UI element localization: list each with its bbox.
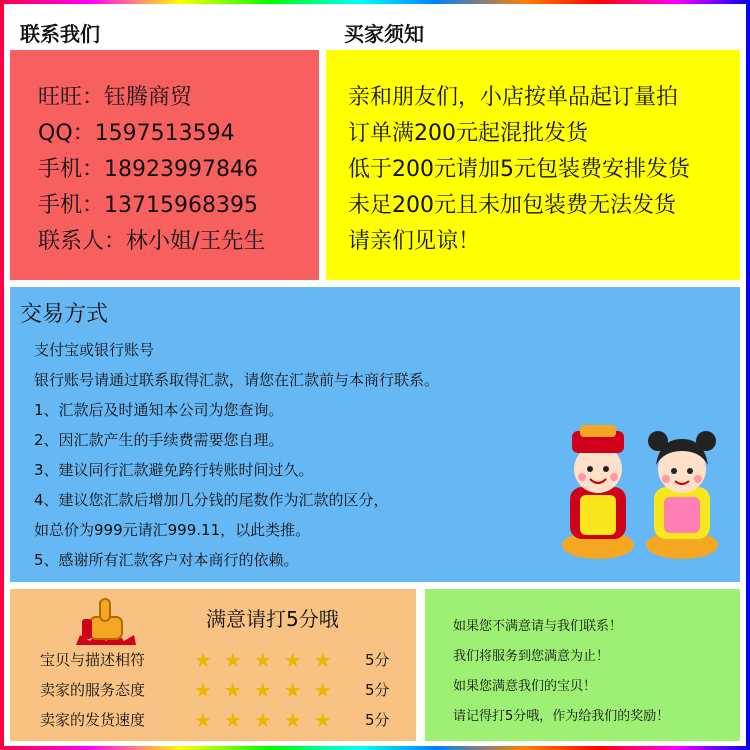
rating-title: 满意请打5分哦 [206, 607, 339, 631]
rating-row-service [40, 679, 400, 701]
notice-line-3: 低于200元请加5元包装费安排发货 [348, 157, 690, 182]
contact-phone-2: 手机：13715968395 [38, 193, 258, 218]
thumbs-up-icon [70, 595, 140, 649]
contact-wangwang: 旺旺：钰腾商贸 [38, 85, 193, 110]
rating-label: 宝贝与描述相符 [40, 651, 146, 669]
payment-line-1: 支付宝或银行账号 [34, 341, 155, 359]
contact-phone-1: 手机：18923997846 [38, 157, 258, 182]
notice-line-1: 亲和朋友们，小店按单品起订量拍 [348, 85, 679, 110]
feedback-line-3: 如果您满意我们的宝贝！ [453, 679, 597, 694]
buyer-notice-heading: 买家须知 [344, 22, 424, 46]
rating-panel [10, 589, 416, 741]
payment-panel [10, 287, 740, 582]
contact-qq: QQ：1597513594 [38, 121, 235, 146]
rating-row-description [40, 649, 400, 671]
payment-line-2: 银行账号请通过联系取得汇款，请您在汇款前与本商行联系。 [34, 371, 440, 389]
rating-row-shipping [40, 709, 400, 731]
rating-label: 卖家的发货速度 [40, 711, 146, 729]
payment-line-7: 如总价为999元请汇999.11，以此类推。 [34, 521, 311, 539]
notice-line-5: 请亲们见谅！ [348, 229, 481, 254]
notice-line-2: 订单满200元起混批发货 [348, 121, 588, 146]
contact-person: 联系人：林小姐/王先生 [38, 229, 266, 254]
payment-line-4: 2、因汇款产生的手续费需要您自理。 [34, 431, 284, 449]
rating-score: 5分 [365, 651, 390, 669]
feedback-panel [425, 589, 740, 741]
rating-label: 卖家的服务态度 [40, 681, 146, 699]
notice-line-4: 未足200元且未加包装费无法发货 [348, 193, 676, 218]
payment-line-8: 5、感谢所有汇款客户对本商行的依赖。 [34, 551, 299, 569]
rating-score: 5分 [365, 681, 390, 699]
star-rating: ★★★★★ [194, 648, 344, 672]
contact-panel [10, 50, 319, 280]
notice-panel [326, 50, 740, 280]
payment-line-6: 4、建议您汇款后增加几分钱的尾数作为汇款的区分， [34, 491, 389, 509]
star-rating: ★★★★★ [194, 678, 344, 702]
rating-score: 5分 [365, 711, 390, 729]
contact-us-heading: 联系我们 [20, 22, 100, 46]
page-canvas [4, 4, 746, 746]
payment-line-3: 1、汇款后及时通知本公司为您查询。 [34, 401, 284, 419]
feedback-line-2: 我们将服务到您满意为止！ [453, 649, 610, 664]
feedback-line-4: 请记得打5分哦，作为给我们的奖励！ [453, 709, 670, 724]
lucky-children-figures-icon [550, 417, 730, 567]
feedback-line-1: 如果您不满意请与我们联系！ [453, 619, 623, 634]
payment-title: 交易方式 [20, 302, 109, 327]
star-rating: ★★★★★ [194, 708, 344, 732]
payment-line-5: 3、建议同行汇款避免跨行转账时间过久。 [34, 461, 314, 479]
